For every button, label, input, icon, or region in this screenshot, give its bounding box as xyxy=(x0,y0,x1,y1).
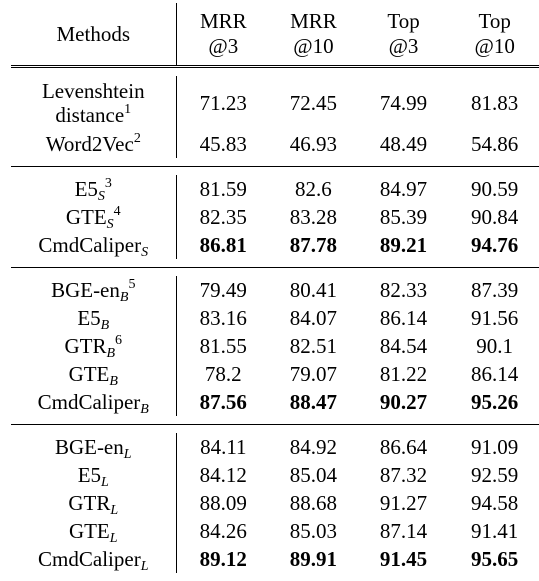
value-cell: 88.47 xyxy=(289,390,338,414)
method-subscript: B xyxy=(140,402,149,417)
value-cell: 82.51 xyxy=(289,334,338,358)
method-footnote: 2 xyxy=(133,131,141,146)
method-name: GTE xyxy=(68,362,110,386)
value-cell: 79.07 xyxy=(289,362,338,386)
value-cell: 46.93 xyxy=(289,132,338,156)
method-name: GTE xyxy=(65,205,107,229)
method-footnote: 1 xyxy=(124,102,132,117)
value-cell: 82.6 xyxy=(295,177,332,201)
value-cell: 86.64 xyxy=(379,435,428,459)
value-cell: 80.41 xyxy=(289,278,338,302)
value-cell: 84.07 xyxy=(289,306,338,330)
method-cell xyxy=(11,517,176,545)
method-subscript: L xyxy=(109,531,118,546)
table-row xyxy=(11,231,539,259)
value-cell: 87.39 xyxy=(471,278,519,302)
table-gap xyxy=(11,68,539,76)
value-cell: 87.14 xyxy=(379,519,428,543)
value-cell: 84.97 xyxy=(379,177,428,201)
value-cell: 72.45 xyxy=(289,91,338,115)
method-name: CmdCaliper xyxy=(38,233,142,257)
method-cell xyxy=(11,360,176,388)
method-cell xyxy=(11,76,176,130)
value-cell: 86.14 xyxy=(379,306,428,330)
header-top3 xyxy=(357,3,451,67)
value-cell: 78.2 xyxy=(204,362,242,386)
method-name: BGE-en xyxy=(51,278,120,302)
table-row xyxy=(11,517,539,545)
method-cell xyxy=(11,276,176,304)
method-subscript: L xyxy=(140,559,149,574)
method-subscript: B xyxy=(109,374,118,389)
method-subscript: L xyxy=(101,475,109,490)
table-gap xyxy=(11,167,539,175)
method-name: GTE xyxy=(68,519,110,543)
method-name: BGE-en xyxy=(54,435,124,459)
value-cell: 54.86 xyxy=(471,132,519,156)
results-table xyxy=(11,3,539,581)
value-cell: 84.12 xyxy=(199,463,247,487)
value-cell: 89.21 xyxy=(379,233,428,257)
method-footnote: 5 xyxy=(128,277,136,292)
value-cell: 84.92 xyxy=(289,435,338,459)
method-subscript: S xyxy=(106,217,114,232)
value-cell: 83.28 xyxy=(289,205,338,229)
table-gap xyxy=(11,268,539,276)
method-cell xyxy=(11,332,176,360)
value-cell: 87.78 xyxy=(289,233,338,257)
table-gap xyxy=(11,158,539,167)
table-gap xyxy=(11,425,539,433)
value-cell: 85.39 xyxy=(379,205,428,229)
value-cell: 71.23 xyxy=(199,91,247,115)
header-mrr10 xyxy=(270,3,357,67)
value-cell: 94.58 xyxy=(471,491,519,515)
table-gap xyxy=(11,573,539,581)
value-cell: 74.99 xyxy=(379,91,428,115)
method-footnote: 3 xyxy=(104,176,112,191)
value-cell: 90.27 xyxy=(379,390,428,414)
method-cell xyxy=(11,545,176,573)
method-name: GTR xyxy=(64,334,107,358)
value-cell: 85.03 xyxy=(289,519,338,543)
method-cell xyxy=(11,175,176,203)
method-subscript: B xyxy=(106,346,116,361)
value-cell: 90.84 xyxy=(471,205,519,229)
header-top10-top: Top xyxy=(478,9,511,33)
value-cell: 84.11 xyxy=(200,435,247,459)
value-cell: 81.22 xyxy=(379,362,428,386)
header-mrr10-bottom: @10 xyxy=(293,34,334,58)
value-cell: 95.26 xyxy=(471,390,519,414)
value-cell: 81.59 xyxy=(199,177,247,201)
method-subscript: S xyxy=(141,245,149,260)
method-name: CmdCaliper xyxy=(37,390,141,414)
value-cell: 89.12 xyxy=(199,547,247,571)
header-mrr10-top: MRR xyxy=(290,9,337,33)
table-row xyxy=(11,388,539,416)
header-methods: Methods xyxy=(11,3,176,67)
method-name-line2: distance xyxy=(55,103,125,127)
value-cell: 87.32 xyxy=(379,463,428,487)
method-subscript: L xyxy=(123,447,132,462)
value-cell: 84.54 xyxy=(379,334,428,358)
value-cell: 92.59 xyxy=(471,463,519,487)
value-cell: 81.55 xyxy=(199,334,247,358)
value-cell: 79.49 xyxy=(199,278,247,302)
method-cell xyxy=(11,231,176,259)
header-mrr3 xyxy=(176,3,270,67)
method-name: CmdCaliper xyxy=(38,547,141,571)
value-cell: 86.14 xyxy=(471,362,519,386)
header-top10-bottom: @10 xyxy=(474,34,515,58)
table-header-row xyxy=(11,3,539,67)
table-row xyxy=(11,360,539,388)
value-cell: 81.83 xyxy=(471,91,519,115)
method-name: Levenshtein xyxy=(41,79,145,103)
value-cell: 91.45 xyxy=(379,547,428,571)
value-cell: 90.59 xyxy=(471,177,519,201)
table-row xyxy=(11,489,539,517)
value-cell: 89.91 xyxy=(289,547,338,571)
method-name: E5 xyxy=(74,177,98,201)
value-cell: 82.35 xyxy=(199,205,247,229)
value-cell: 91.27 xyxy=(379,491,428,515)
table-body xyxy=(11,67,539,581)
method-footnote: 4 xyxy=(113,204,121,219)
value-cell: 91.56 xyxy=(471,306,519,330)
value-cell: 86.81 xyxy=(199,233,247,257)
table-row xyxy=(11,175,539,203)
method-cell xyxy=(11,388,176,416)
table-row xyxy=(11,130,539,158)
method-cell xyxy=(11,433,176,461)
value-cell: 83.16 xyxy=(199,306,247,330)
method-cell xyxy=(11,461,176,489)
value-cell: 82.33 xyxy=(379,278,428,302)
method-footnote: 6 xyxy=(115,333,123,348)
table-gap xyxy=(11,259,539,268)
value-cell: 48.49 xyxy=(379,132,428,156)
value-cell: 90.1 xyxy=(476,334,514,358)
method-cell xyxy=(11,304,176,332)
header-top3-top: Top xyxy=(387,9,420,33)
method-name: E5 xyxy=(77,306,101,330)
table-row xyxy=(11,203,539,231)
header-mrr3-bottom: @3 xyxy=(208,34,239,58)
value-cell: 45.83 xyxy=(199,132,247,156)
value-cell: 84.26 xyxy=(199,519,247,543)
value-cell: 95.65 xyxy=(471,547,519,571)
method-subscript: B xyxy=(119,290,129,305)
method-name: E5 xyxy=(77,463,102,487)
method-subscript: L xyxy=(110,503,119,518)
table-row xyxy=(11,276,539,304)
table-row xyxy=(11,461,539,489)
method-cell xyxy=(11,203,176,231)
method-subscript: S xyxy=(97,189,105,204)
method-cell xyxy=(11,489,176,517)
value-cell: 94.76 xyxy=(471,233,519,257)
method-name: Word2Vec xyxy=(45,132,134,156)
value-cell: 91.41 xyxy=(471,519,519,543)
header-mrr3-top: MRR xyxy=(199,9,247,33)
table-row xyxy=(11,545,539,573)
value-cell: 91.09 xyxy=(471,435,519,459)
value-cell: 88.68 xyxy=(289,491,338,515)
table-row xyxy=(11,332,539,360)
table-gap xyxy=(11,416,539,425)
method-subscript: B xyxy=(100,318,110,333)
value-cell: 87.56 xyxy=(199,390,247,414)
value-cell: 85.04 xyxy=(289,463,338,487)
header-top10 xyxy=(450,3,539,67)
header-top3-bottom: @3 xyxy=(388,34,419,58)
table-row xyxy=(11,76,539,130)
method-cell xyxy=(11,130,176,158)
table-row xyxy=(11,433,539,461)
value-cell: 88.09 xyxy=(199,491,247,515)
method-name: GTR xyxy=(68,491,111,515)
table-row xyxy=(11,304,539,332)
